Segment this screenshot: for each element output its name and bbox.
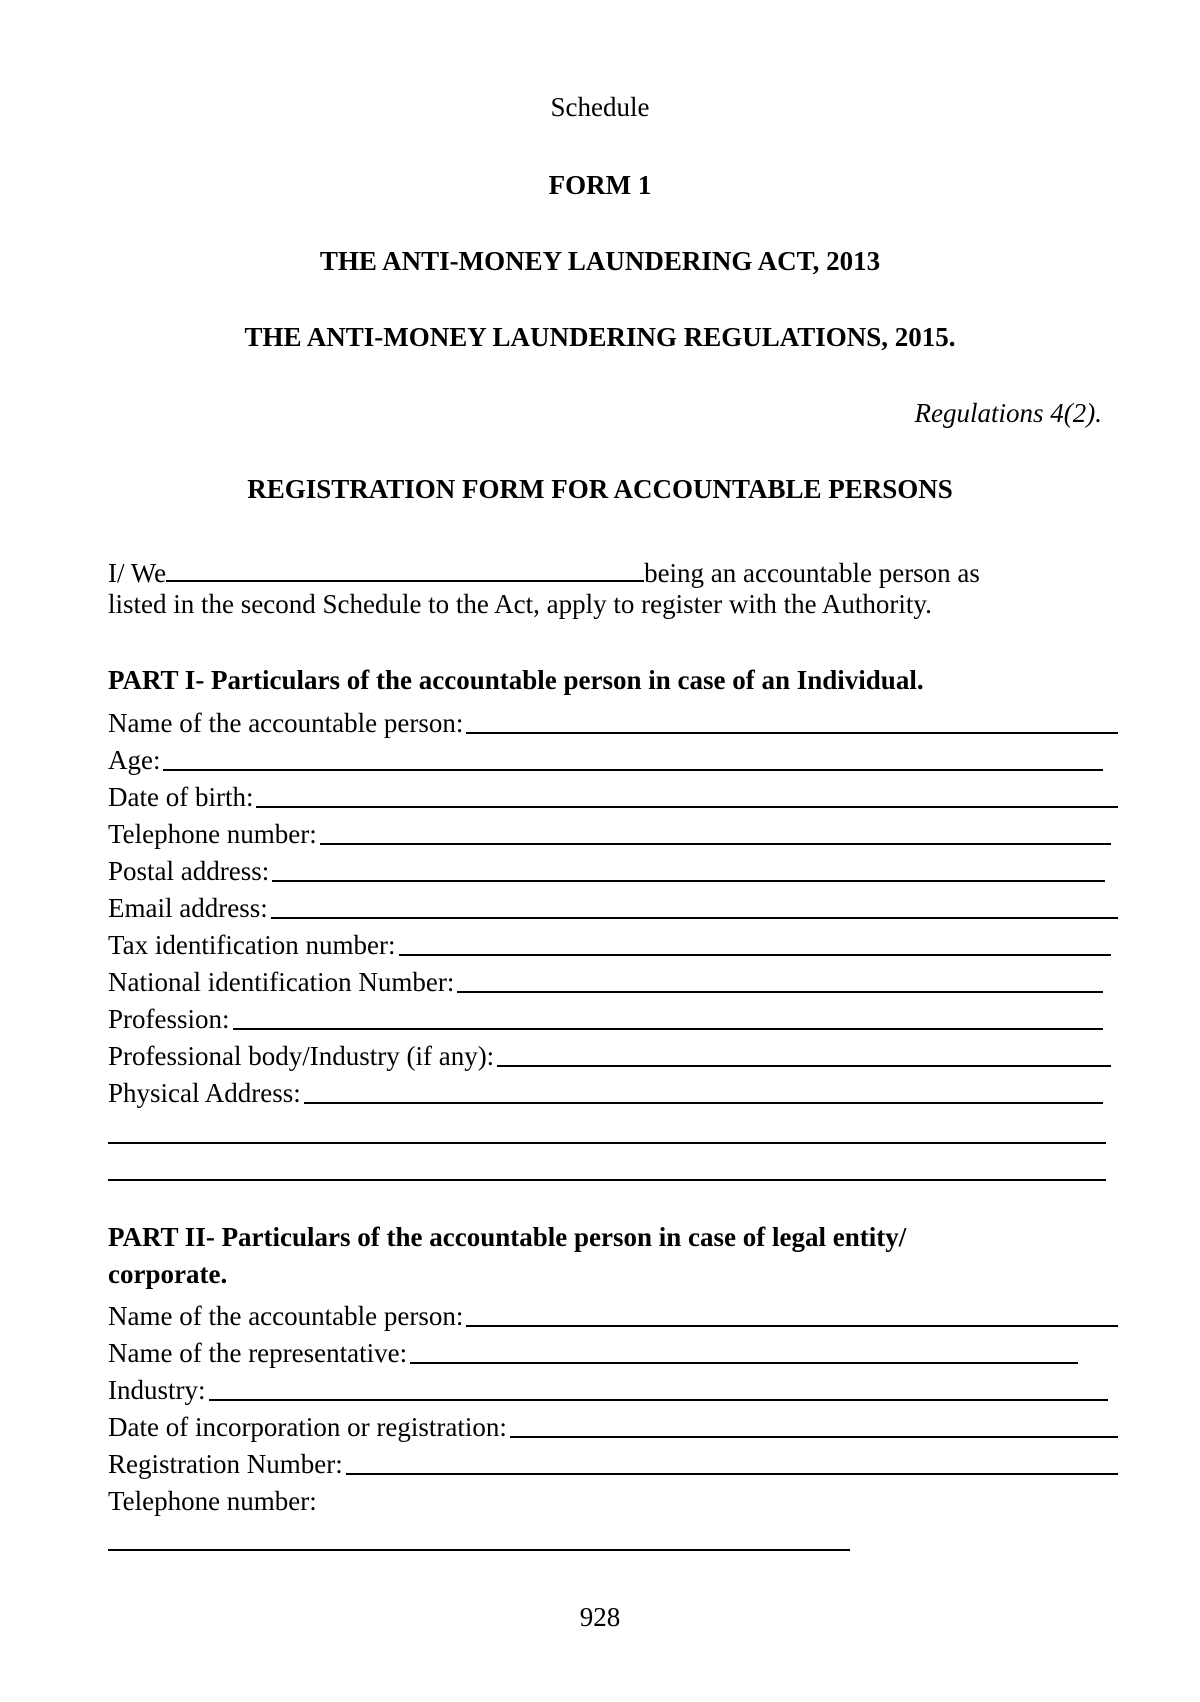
act-title: THE ANTI-MONEY LAUNDERING ACT, 2013	[319, 246, 881, 276]
part1-field-telephone[interactable]	[108, 816, 1111, 850]
field-blank[interactable]	[399, 953, 1111, 956]
field-blank[interactable]	[233, 1027, 1104, 1030]
part2-field-date-of-incorporation[interactable]	[108, 1409, 1118, 1443]
form-number: FORM 1	[548, 170, 652, 200]
part1-field-email[interactable]	[108, 890, 1118, 924]
part1-field-tax-id[interactable]	[108, 927, 1111, 961]
part1-field-name[interactable]	[108, 705, 1118, 739]
field-blank[interactable]	[410, 1361, 1078, 1364]
part2-field-name[interactable]	[108, 1298, 1118, 1332]
part1-field-postal-address[interactable]	[108, 853, 1105, 887]
part2-title-line-1: PART II- Particulars of the accountable person in case of legal entity/	[108, 1222, 907, 1252]
field-blank[interactable]	[272, 879, 1105, 882]
part2-field-telephone	[108, 1483, 908, 1517]
intro-suffix: being an accountable person as	[644, 558, 980, 588]
part1-field-professional-body[interactable]	[108, 1038, 1111, 1072]
telephone-blank-line[interactable]	[108, 1549, 850, 1551]
field-label: Age:	[108, 745, 161, 775]
field-label: Registration Number:	[108, 1449, 343, 1479]
form-title: REGISTRATION FORM FOR ACCOUNTABLE PERSONS	[247, 474, 953, 504]
field-blank[interactable]	[209, 1398, 1109, 1401]
field-label: Telephone number:	[108, 1486, 317, 1516]
field-label: Physical Address:	[108, 1078, 301, 1108]
field-label: Name of the representative:	[108, 1338, 408, 1368]
field-blank[interactable]	[320, 842, 1111, 845]
field-label: Email address:	[108, 893, 268, 923]
part2-field-industry[interactable]	[108, 1372, 1108, 1406]
page-number: 928	[579, 1602, 621, 1632]
intro-line-2: listed in the second Schedule to the Act, apply to register with the Authority.	[108, 589, 932, 619]
part1-field-date-of-birth[interactable]	[108, 779, 1118, 813]
field-blank[interactable]	[497, 1064, 1111, 1067]
field-label: Postal address:	[108, 856, 270, 886]
part1-field-national-id[interactable]	[108, 964, 1103, 998]
field-label: National identification Number:	[108, 967, 455, 997]
regulation-reference: Regulations 4(2).	[914, 398, 1102, 428]
field-blank[interactable]	[346, 1472, 1118, 1475]
field-blank[interactable]	[163, 768, 1103, 771]
part2-field-registration-number[interactable]	[108, 1446, 1118, 1480]
part1-title: PART I- Particulars of the accountable person in case of an Individual.	[108, 665, 924, 695]
intro-line-1	[108, 552, 980, 589]
field-blank[interactable]	[466, 731, 1118, 734]
field-blank[interactable]	[510, 1435, 1118, 1438]
field-label: Name of the accountable person:	[108, 708, 464, 738]
field-label: Telephone number:	[108, 819, 317, 849]
physical-address-extra-line[interactable]	[108, 1179, 1106, 1181]
intro-prefix: I/ We	[108, 558, 167, 588]
field-label: Date of incorporation or registration:	[108, 1412, 507, 1442]
part2-field-representative[interactable]	[108, 1335, 1078, 1369]
field-blank[interactable]	[304, 1101, 1103, 1104]
schedule-label: Schedule	[550, 92, 650, 122]
part1-field-physical-address[interactable]	[108, 1075, 1103, 1109]
field-label: Profession:	[108, 1004, 230, 1034]
field-label: Professional body/Industry (if any):	[108, 1041, 495, 1071]
field-blank[interactable]	[457, 990, 1103, 993]
part2-title-line-2: corporate.	[108, 1259, 228, 1289]
regulations-title: THE ANTI-MONEY LAUNDERING REGULATIONS, 2015.	[244, 322, 956, 352]
part1-field-age[interactable]	[108, 742, 1103, 776]
field-label: Tax identification number:	[108, 930, 396, 960]
applicant-name-blank[interactable]	[166, 552, 644, 582]
field-label: Name of the accountable person:	[108, 1301, 464, 1331]
field-blank[interactable]	[256, 805, 1118, 808]
field-label: Industry:	[108, 1375, 206, 1405]
field-label: Date of birth:	[108, 782, 254, 812]
part1-field-profession[interactable]	[108, 1001, 1103, 1035]
field-blank[interactable]	[466, 1324, 1118, 1327]
field-blank[interactable]	[271, 916, 1118, 919]
physical-address-extra-line[interactable]	[108, 1142, 1106, 1144]
